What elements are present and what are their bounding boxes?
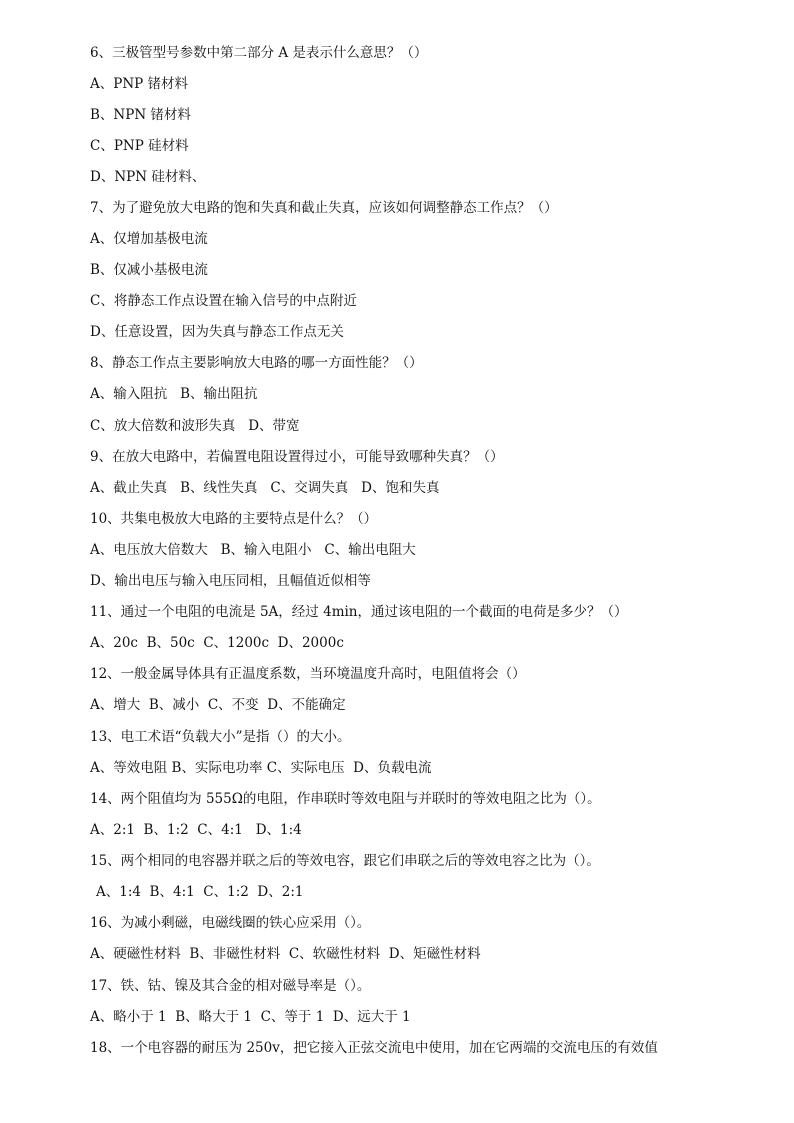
question-13: 13、电工术语“负载大小”是指（）的大小。 xyxy=(90,729,351,745)
option-line: A、PNP 锗材料 xyxy=(90,76,189,92)
question-6: 6、三极管型号参数中第二部分 A 是表示什么意思？（） xyxy=(90,45,428,61)
question-12: 12、一般金属导体具有正温度系数，当环境温度升高时，电阻值将会（） xyxy=(90,666,526,682)
option-line: C、PNP 硅材料 xyxy=(90,138,189,154)
question-9: 9、在放大电路中，若偏置电阻设置得过小，可能导致哪种失真？（） xyxy=(90,449,504,465)
option-line: D、输出电压与输入电压同相，且幅值近似相等 xyxy=(90,573,371,589)
question-15: 15、两个相同的电容器并联之后的等效电容，跟它们串联之后的等效电容之比为（）。 xyxy=(90,853,600,869)
question-10: 10、共集电极放大电路的主要特点是什么？（） xyxy=(90,511,378,527)
option-line: C、放大倍数和波形失真 D、带宽 xyxy=(90,418,300,434)
option-line: A、仅增加基极电流 xyxy=(90,231,208,247)
option-line: A、电压放大倍数大 B、输入电阻小 C、输出电阻大 xyxy=(90,542,416,558)
option-line: A、2:1 B、1:2 C、4:1 D、1:4 xyxy=(90,822,302,838)
option-line: A、等效电阻 B、实际电功率 C、实际电压 D、负载电流 xyxy=(90,760,432,776)
question-14: 14、两个阻值均为 555Ω的电阻，作串联时等效电阻与并联时的等效电阻之比为（）。 xyxy=(90,791,601,807)
option-line: B、仅减小基极电流 xyxy=(90,262,208,278)
question-11: 11、通过一个电阻的电流是 5A，经过 4min，通过该电阻的一个截面的电荷是多少？（） xyxy=(90,604,628,620)
option-line: B、NPN 锗材料 xyxy=(90,107,191,123)
option-line: D、任意设置，因为失真与静态工作点无关 xyxy=(90,324,344,340)
option-line: A、增大 B、减小 C、不变 D、不能确定 xyxy=(90,697,346,713)
question-17: 17、铁、钴、镍及其合金的相对磁导率是（）。 xyxy=(90,978,371,994)
question-7: 7、为了避免放大电路的饱和失真和截止失真，应该如何调整静态工作点？（） xyxy=(90,200,558,216)
option-line: A、截止失真 B、线性失真 C、交调失真 D、饱和失真 xyxy=(90,480,440,496)
option-line: A、1:4 B、4:1 C、1:2 D、2:1 xyxy=(96,884,304,900)
option-line: D、NPN 硅材料、 xyxy=(90,169,206,185)
question-8: 8、静态工作点主要影响放大电路的哪一方面性能？（） xyxy=(90,355,423,371)
question-18: 18、一个电容器的耐压为 250v，把它接入正弦交流电中使用，加在它两端的交流电压的有效值 xyxy=(90,1040,658,1056)
option-line: A、硬磁性材料 B、非磁性材料 C、软磁性材料 D、矩磁性材料 xyxy=(90,946,481,962)
option-line: A、略小于 1 B、略大于 1 C、等于 1 D、远大于 1 xyxy=(90,1009,411,1025)
option-line: A、输入阻抗 B、输出阻抗 xyxy=(90,386,258,402)
option-line: A、20c B、50c C、1200c D、2000c xyxy=(90,635,344,651)
option-line: C、将静态工作点设置在输入信号的中点附近 xyxy=(90,293,357,309)
question-16: 16、为减小剩磁，电磁线圈的铁心应采用（）。 xyxy=(90,915,371,931)
